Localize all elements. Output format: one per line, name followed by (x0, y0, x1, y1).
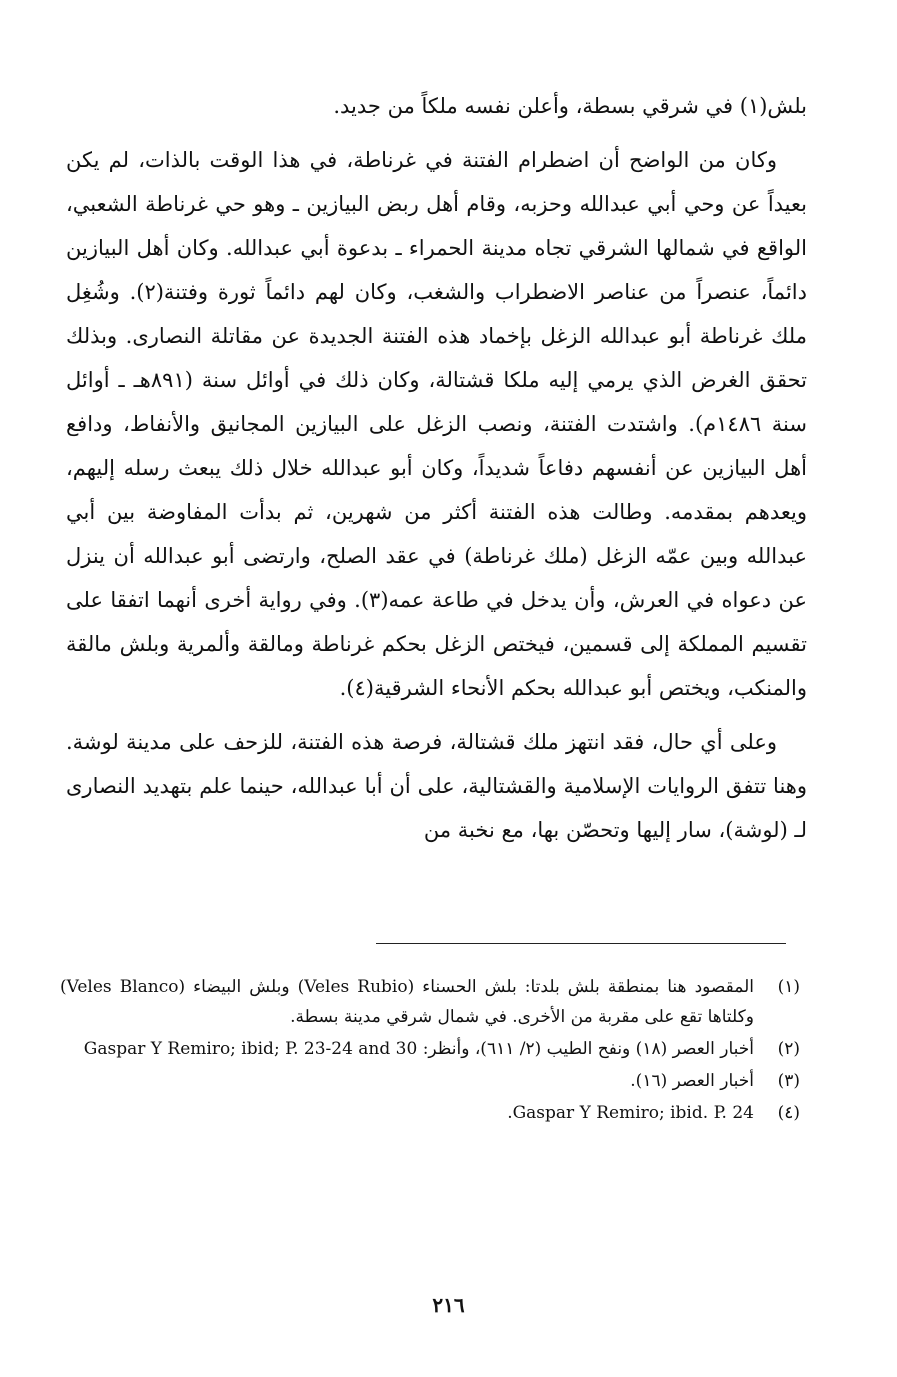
footnote-item (60, 1098, 800, 1128)
main-text (66, 84, 807, 852)
footnote-number: (٢) (777, 1039, 800, 1059)
page-number: ٢١٦ (432, 1293, 465, 1317)
footnote-text: أخبار العصر (١٦). (630, 1071, 754, 1091)
paragraph-2: وكان من الواضح أن اضطرام الفتنة في غرناطة، في هذا الوقت بالذات، لم يكن بعيداً عن وحي أبي عبدالله وحزبه، وقام أهل ربض البيازين ـ وهو حي غرناطة الشعبي، الواقع في شمالها الشرقي تجاه مدينة الحمراء ـ بدعوة أبي عبدالله. وكان أهل البيازين دائماً، عنصراً من عناصر الاضطراب والشغب، وكان لهم دائماً ثورة وفتنة(٢). وشُغِل ملك غرناطة أبو عبدالله الزغل بإخماد هذه الفتنة الجديدة عن مقاتلة النصارى. وبذلك تحقق الغرض الذي يرمي إليه ملكا قشتالة، وكان ذلك في أوائل سنة (٨٩١هـ ـ أوائل سنة ١٤٨٦م). واشتدت الفتنة، ونصب الزغل على البيازين المجانيق والأنفاط، ودافع أهل البيازين عن أنفسهم دفاعاً شديداً، وكان أبو عبدالله خلال ذلك يبعث رسله إليهم، ويعدهم بمقدمه. وطالت هذه الفتنة أكثر من شهرين، ثم بدأت المفاوضة بين أبي عبدالله وبين عمّه الزغل (ملك غرناطة) في عقد الصلح، وارتضى أبو عبدالله أن ينزل عن دعواه في العرش، وأن يدخل في طاعة عمه(٣). وفي رواية أخرى أنهما اتفقا على تقسيم المملكة إلى قسمين، فيختص الزغل بحكم غرناطة ومالقة وألمرية وبلش مالقة والمنكب، ويختص أبو عبدالله بحكم الأنحاء الشرقية(٤). (66, 148, 807, 700)
footnote-text: المقصود هنا بمنطقة بلش بلدتا: بلش الحسناء (Veles Rubio) وبلش البيضاء (Veles Blanco) وكلتاها تقع على مقربة من الأخرى. في شمال شرقي مدينة بسطة. (60, 977, 754, 1027)
footnote-number: (١) (777, 977, 800, 997)
footnote-number: (٣) (777, 1071, 800, 1091)
footnotes (60, 972, 800, 1130)
paragraph-1: بلش(١) في شرقي بسطة، وأعلن نفسه ملكاً من جديد. (333, 94, 807, 118)
footnote-item (60, 1034, 800, 1064)
footnote-number: (٤) (777, 1103, 800, 1123)
footnote-item (60, 1066, 800, 1096)
footnote-text: أخبار العصر (١٨) ونفح الطيب (٢/ ٦١١)، وأنظر: Gaspar Y Remiro; ibid; P. 23-24 and 30 (83, 1039, 754, 1059)
footnote-item (60, 972, 800, 1032)
footnote-divider (376, 943, 786, 944)
footnote-text: Gaspar Y Remiro; ibid. P. 24. (507, 1103, 754, 1123)
paragraph-3: وعلى أي حال، فقد انتهز ملك قشتالة، فرصة هذه الفتنة، للزحف على مدينة لوشة. وهنا تتفق الروايات الإسلامية والقشتالية، على أن أبا عبدالله، حينما علم بتهديد النصارى لـ (لوشة)، سار إليها وتحصّن بها، مع نخبة من (66, 730, 807, 842)
